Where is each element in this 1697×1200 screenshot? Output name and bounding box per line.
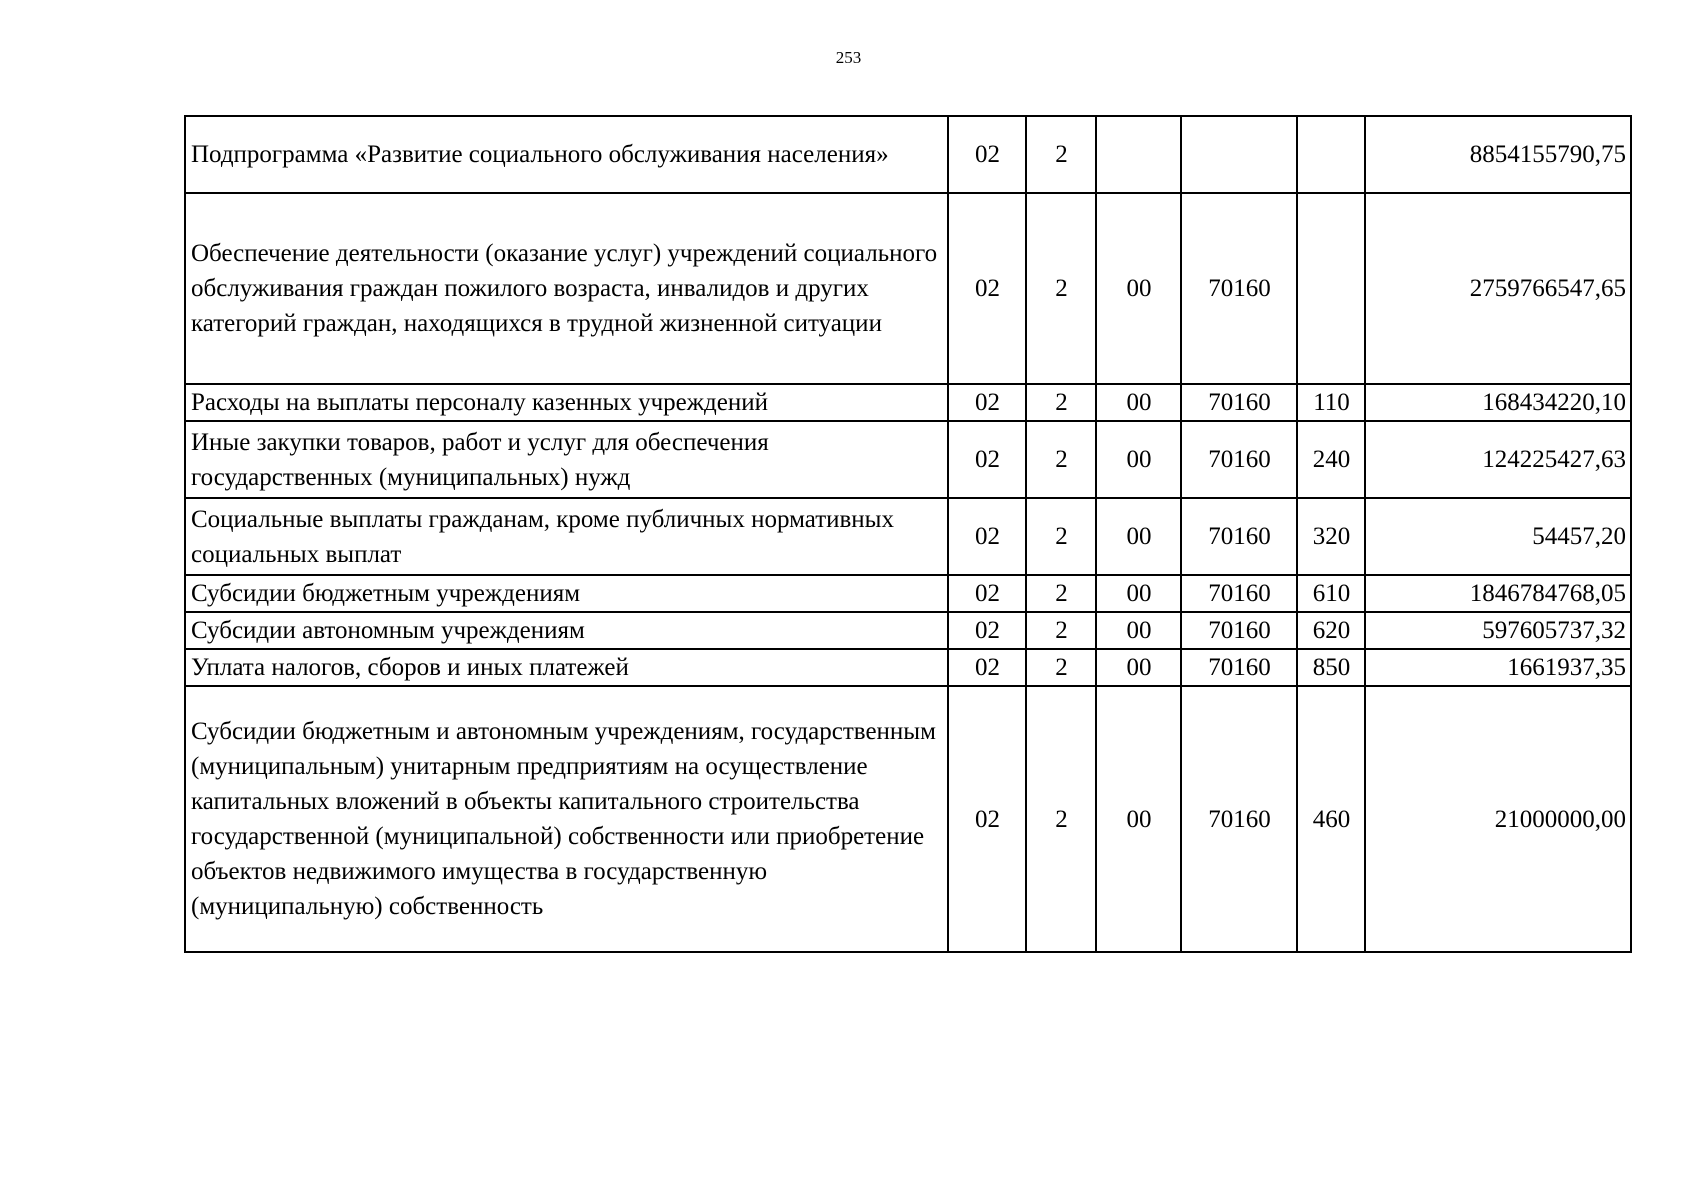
expense-type-code: 320 (1297, 498, 1365, 575)
row-name: Субсидии бюджетным и автономным учреждениям, государственным (муниципальным) унитарным предприятиям на осуществление капитальных вложений в объекты капитального строительства государственной (муниципальной) собственности или приобретение объектов недвижимого имущества в государственную (муниципальную) собственность (185, 686, 948, 952)
table-row (185, 116, 1631, 193)
table-row (185, 193, 1631, 384)
subprogram-code: 2 (1026, 421, 1096, 498)
table-row (185, 649, 1631, 686)
main-event-code (1096, 116, 1181, 193)
direction-code: 70160 (1181, 575, 1297, 612)
row-name: Обеспечение деятельности (оказание услуг) учреждений социального обслуживания граждан пожилого возраста, инвалидов и других категорий граждан, находящихся в трудной жизненной ситуации (185, 193, 948, 384)
expense-type-code: 460 (1297, 686, 1365, 952)
program-code: 02 (948, 612, 1026, 649)
subprogram-code: 2 (1026, 498, 1096, 575)
direction-code: 70160 (1181, 612, 1297, 649)
amount: 21000000,00 (1365, 686, 1631, 952)
expense-type-code (1297, 193, 1365, 384)
amount: 124225427,63 (1365, 421, 1631, 498)
page-number: 253 (835, 48, 862, 67)
direction-code: 70160 (1181, 686, 1297, 952)
main-event-code: 00 (1096, 498, 1181, 575)
expense-type-code (1297, 116, 1365, 193)
amount: 1846784768,05 (1365, 575, 1631, 612)
amount: 54457,20 (1365, 498, 1631, 575)
amount: 597605737,32 (1365, 612, 1631, 649)
budget-table (184, 115, 1632, 953)
direction-code: 70160 (1181, 193, 1297, 384)
program-code: 02 (948, 686, 1026, 952)
expense-type-code: 110 (1297, 384, 1365, 421)
subprogram-code: 2 (1026, 116, 1096, 193)
program-code: 02 (948, 193, 1026, 384)
program-code: 02 (948, 649, 1026, 686)
row-name: Иные закупки товаров, работ и услуг для обеспечения государственных (муниципальных) нужд (185, 421, 948, 498)
program-code: 02 (948, 116, 1026, 193)
row-name: Подпрограмма «Развитие социального обслуживания населения» (185, 116, 948, 193)
row-name: Субсидии автономным учреждениям (185, 612, 948, 649)
row-name: Расходы на выплаты персоналу казенных учреждений (185, 384, 948, 421)
program-code: 02 (948, 384, 1026, 421)
main-event-code: 00 (1096, 649, 1181, 686)
direction-code: 70160 (1181, 384, 1297, 421)
direction-code: 70160 (1181, 421, 1297, 498)
direction-code (1181, 116, 1297, 193)
main-event-code: 00 (1096, 575, 1181, 612)
table-row (185, 421, 1631, 498)
main-event-code: 00 (1096, 612, 1181, 649)
row-name: Уплата налогов, сборов и иных платежей (185, 649, 948, 686)
program-code: 02 (948, 421, 1026, 498)
main-event-code: 00 (1096, 421, 1181, 498)
row-name: Субсидии бюджетным учреждениям (185, 575, 948, 612)
subprogram-code: 2 (1026, 612, 1096, 649)
table-row (185, 384, 1631, 421)
row-name: Социальные выплаты гражданам, кроме публичных нормативных социальных выплат (185, 498, 948, 575)
subprogram-code: 2 (1026, 649, 1096, 686)
program-code: 02 (948, 575, 1026, 612)
main-event-code: 00 (1096, 193, 1181, 384)
table-row (185, 612, 1631, 649)
subprogram-code: 2 (1026, 686, 1096, 952)
table-row (185, 575, 1631, 612)
table-row (185, 498, 1631, 575)
expense-type-code: 610 (1297, 575, 1365, 612)
amount: 2759766547,65 (1365, 193, 1631, 384)
main-event-code: 00 (1096, 384, 1181, 421)
amount: 168434220,10 (1365, 384, 1631, 421)
amount: 1661937,35 (1365, 649, 1631, 686)
subprogram-code: 2 (1026, 384, 1096, 421)
expense-type-code: 620 (1297, 612, 1365, 649)
expense-type-code: 240 (1297, 421, 1365, 498)
subprogram-code: 2 (1026, 193, 1096, 384)
expense-type-code: 850 (1297, 649, 1365, 686)
direction-code: 70160 (1181, 649, 1297, 686)
direction-code: 70160 (1181, 498, 1297, 575)
program-code: 02 (948, 498, 1026, 575)
main-event-code: 00 (1096, 686, 1181, 952)
subprogram-code: 2 (1026, 575, 1096, 612)
amount: 8854155790,75 (1365, 116, 1631, 193)
table-row (185, 686, 1631, 952)
